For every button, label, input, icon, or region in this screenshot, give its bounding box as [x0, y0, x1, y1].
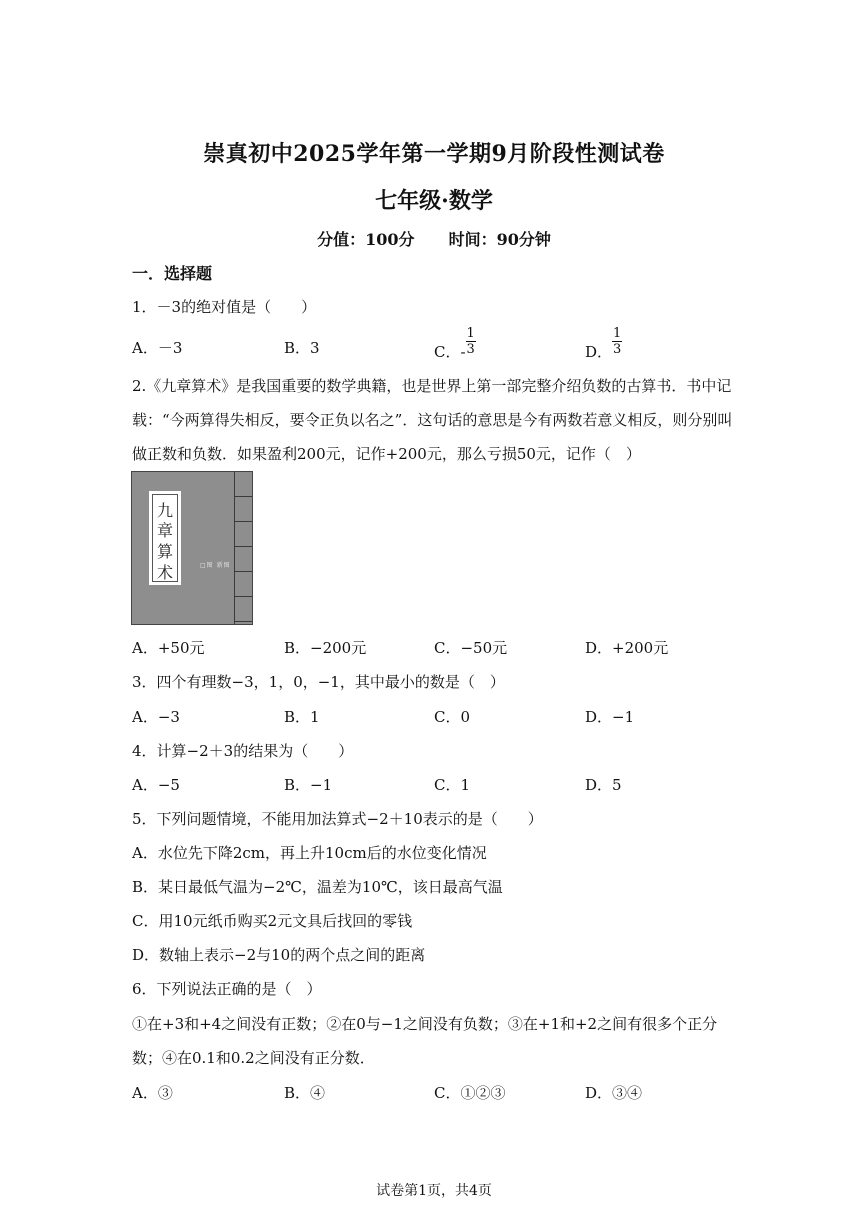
question-4-option-c: C．1 — [434, 776, 471, 794]
question-5-stem: 5．下列问题情境，不能用加法算式−2＋10表示的是（ ） — [132, 810, 543, 828]
book-spine — [234, 472, 252, 624]
fraction: $\frac{1}{3}$ — [466, 326, 475, 357]
question-6-option-b: B．④ — [284, 1084, 326, 1102]
question-3-stem: 3．四个有理数−3，1，0，−1，其中最小的数是（ ） — [132, 673, 505, 691]
time-info: 时间：90分钟 — [448, 230, 551, 249]
question-2-line-1: 2.《九章算术》是我国重要的数学典籍，也是世界上第一部完整介绍负数的古算书．书中记 — [132, 377, 732, 395]
question-4-option-a: A．−5 — [132, 776, 180, 794]
option-c-label: C．- — [434, 342, 466, 361]
question-1-stem: 1．－3的绝对值是（ ） — [132, 298, 317, 316]
book-publisher-mark: □图 新图 — [200, 562, 231, 569]
question-2-option-d: D．+200元 — [585, 639, 669, 657]
question-4-option-b: B．−1 — [284, 776, 333, 794]
question-4-option-d: D．5 — [585, 776, 622, 794]
question-1-option-b: B．3 — [284, 339, 320, 357]
question-2-line-2: 载：“今两算得失相反，要令正负以名之”．这句话的意思是今有两数若意义相反，则分别叫 — [132, 411, 733, 429]
exam-info — [0, 227, 868, 250]
fraction: $\frac{1}{3}$ — [613, 326, 622, 357]
question-6-option-c: C．①②③ — [434, 1084, 506, 1102]
score-info: 分值：100分 — [317, 230, 415, 249]
question-5-option-a: A．水位先下降2cm，再上升10cm后的水位变化情况 — [132, 844, 487, 862]
question-3-option-c: C．0 — [434, 708, 471, 726]
question-2-option-a: A．+50元 — [132, 639, 205, 657]
question-6-option-d: D．③④ — [585, 1084, 643, 1102]
question-3-option-d: D．−1 — [585, 708, 635, 726]
question-1-option-a: A．－3 — [132, 339, 183, 357]
section-heading: 一．选择题 — [132, 264, 213, 283]
book-cover-image — [131, 471, 253, 625]
question-3-option-a: A．−3 — [132, 708, 180, 726]
question-6-stem: 6．下列说法正确的是（ ） — [132, 980, 322, 998]
question-5-option-b: B．某日最低气温为−2℃，温差为10℃，该日最高气温 — [132, 878, 503, 896]
question-4-stem: 4．计算−2＋3的结果为（ ） — [132, 742, 354, 760]
question-6-line-2: 数；④在0.1和0.2之间没有正分数． — [132, 1049, 375, 1067]
option-d-label: D． — [585, 342, 613, 361]
question-2-option-b: B．−200元 — [284, 639, 367, 657]
question-3-option-b: B．1 — [284, 708, 320, 726]
question-6-line-1: ①在+3和+4之间没有正数；②在0与−1之间没有负数；③在+1和+2之间有很多个正分 — [132, 1015, 718, 1033]
question-5-option-c: C．用10元纸币购买2元文具后找回的零钱 — [132, 912, 413, 930]
question-2-option-c: C．−50元 — [434, 639, 508, 657]
question-1-option-c — [434, 328, 476, 359]
question-1-option-d — [585, 328, 622, 359]
page-footer: 试卷第1页，共4页 — [376, 1183, 492, 1199]
exam-subtitle: 七年级·数学 — [375, 188, 493, 214]
book-title-label: 九 章 算 术 — [149, 491, 181, 585]
question-2-line-3: 做正数和负数．如果盈利200元，记作+200元，那么亏损50元，记作（ ） — [132, 445, 641, 463]
exam-title: 崇真初中2025学年第一学期9月阶段性测试卷 — [203, 141, 665, 167]
question-6-option-a: A．③ — [132, 1084, 173, 1102]
question-5-option-d: D．数轴上表示−2与10的两个点之间的距离 — [132, 946, 426, 964]
